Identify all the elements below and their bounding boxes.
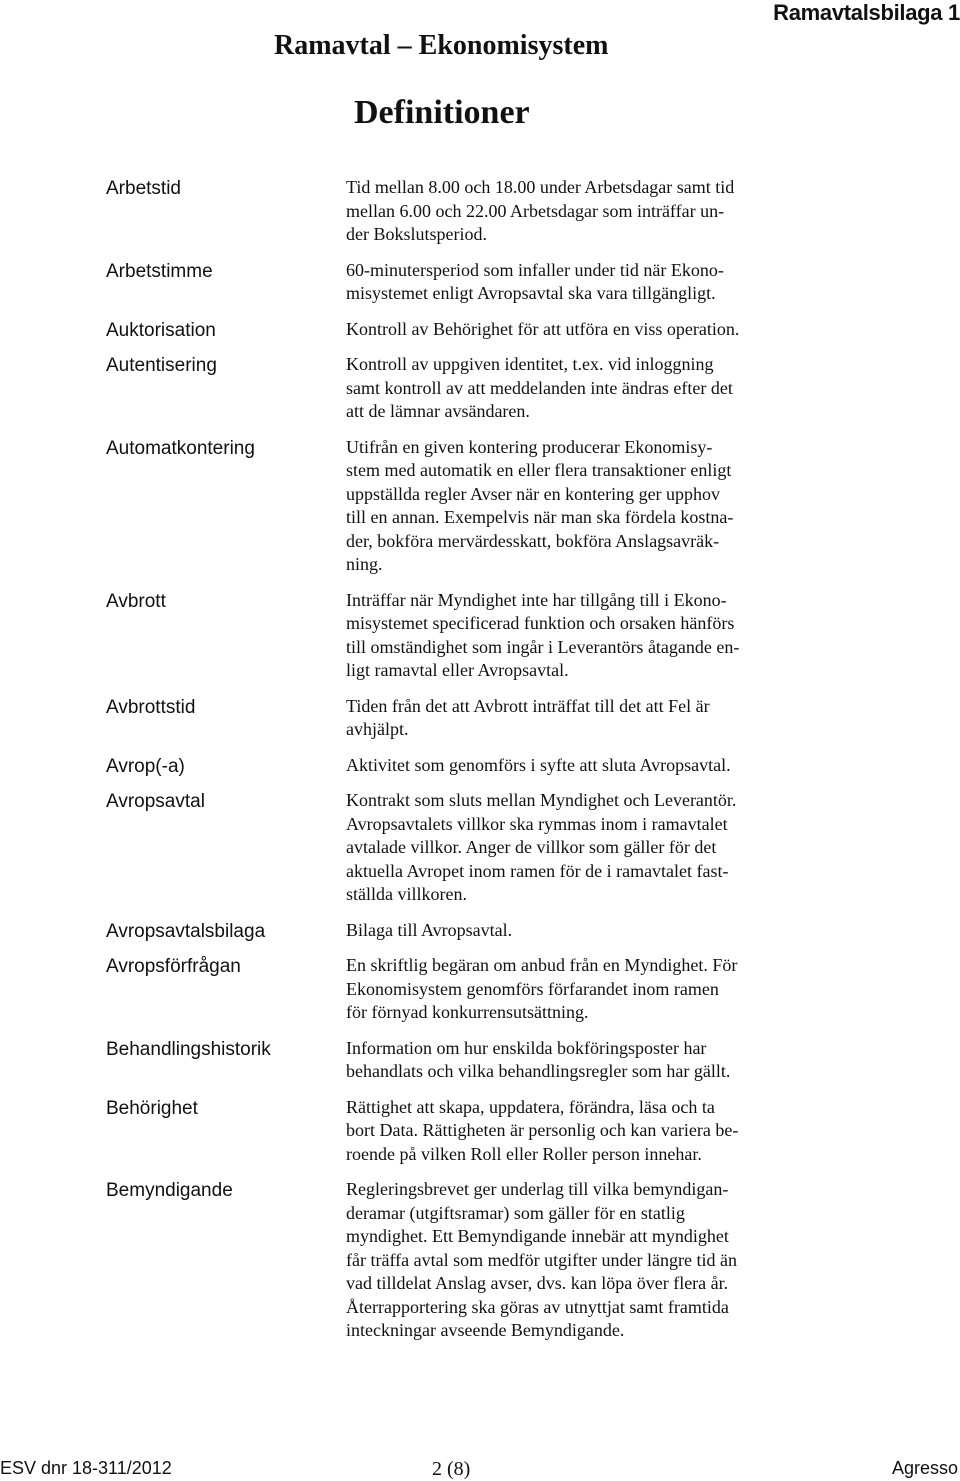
definition-text: Information om hur enskilda bokföringsposter har behandlats och vilka behandlingsregler som har gällt. — [346, 1037, 731, 1081]
definition-term: Avropsavtalsbilaga — [106, 920, 266, 942]
definition-text: Utifrån en given kontering producerar Ekonomisy- stem med automatik en eller flera transaktioner enligt uppställda regler Avser när en kontering ger upphov till en annan. Exempelvis när man ska fördela kostna- der, bokföra mervärdesskatt, bokföra Anslagsavräk- ning. — [346, 436, 734, 574]
definition-text: Kontrakt som sluts mellan Myndighet och Leverantör. Avropsavtalets villkor ska rymmas inom i ramavtalet avtalade villkor. Anger de villkor som gäller för det aktuella Avropet inom ramen för de i ramavtalet fast- ställda villkoren. — [346, 790, 737, 904]
definition-term: Automatkontering — [106, 437, 255, 459]
definition-row — [106, 1178, 926, 1343]
definition-text: 60-minutersperiod som infaller under tid när Ekono- misystemet enligt Avropsavtal ska vara tillgängligt. — [346, 259, 724, 303]
definition-term: Autentisering — [106, 355, 217, 376]
definition-text: Kontroll av Behörighet för att utföra en viss operation. — [346, 318, 740, 339]
definition-term: Avrop(-a) — [106, 755, 185, 777]
definition-row — [106, 1037, 926, 1084]
attachment-label: Ramavtalsbilaga 1 — [773, 0, 960, 25]
section-title: Definitioner — [354, 94, 530, 131]
definition-text: En skriftlig begäran om anbud från en Myndighet. För Ekonomisystem genomförs förfarandet inom ramen för förnyad konkurrensutsättning. — [346, 955, 738, 1022]
definition-row — [106, 176, 926, 247]
definitions-list — [106, 176, 926, 1355]
definition-row — [106, 259, 926, 306]
definition-term: Bemyndigande — [106, 1180, 233, 1201]
definition-row — [106, 436, 926, 577]
definition-term: Behandlingshistorik — [106, 1038, 271, 1060]
definition-term: Avropsavtal — [106, 791, 205, 812]
definition-text: Inträffar när Myndighet inte har tillgång till i Ekono- misystemet specificerad funktion och orsaken hänförs till omständighet som ingår i Leverantörs åtagande en- ligt ramavtal eller Avropsavtal. — [346, 589, 740, 680]
page-number: 2 (8) — [432, 1458, 471, 1480]
definition-text: Tid mellan 8.00 och 18.00 under Arbetsdagar samt tid mellan 6.00 och 22.00 Arbetsdagar som inträffar un- der Bokslutsperiod. — [346, 177, 735, 244]
definition-text: Aktivitet som genomförs i syfte att sluta Avropsavtal. — [346, 754, 731, 775]
definition-text: Regleringsbrevet ger underlag till vilka bemyndigan- deramar (utgiftsramar) som gäller för en statlig myndighet. Ett Bemyndigande innebär att myndighet får träffa avtal som medför utgifter under längre tid än vad tilldelat Anslag avser, dvs. kan löpa över flera år. Återrapportering ska göras av utnyttjat samt framtida inteckningar avseende Bemyndigande. — [346, 1179, 738, 1340]
definition-text: Rättighet att skapa, uppdatera, förändra, läsa och ta bort Data. Rättigheten är personlig och kan variera be- roende på vilken Roll eller Roller person innehar. — [346, 1096, 739, 1164]
definition-term: Avbrottstid — [106, 696, 196, 718]
definition-text: Tiden från det att Avbrott inträffat till det att Fel är avhjälpt. — [346, 695, 710, 739]
definition-text: Kontroll av uppgiven identitet, t.ex. vid inloggning samt kontroll av att meddelanden inte ändras efter det att de lämnar avsändaren. — [346, 354, 733, 421]
definition-term: Arbetstimme — [106, 260, 213, 282]
definition-row — [106, 695, 926, 742]
definition-row — [106, 754, 926, 778]
definition-term: Avbrott — [106, 590, 166, 612]
definition-row — [106, 353, 926, 424]
definition-row — [106, 1096, 926, 1167]
definition-row — [106, 954, 926, 1025]
definition-term: Arbetstid — [106, 178, 181, 199]
definition-row — [106, 919, 926, 943]
definition-term: Avropsförfrågan — [106, 956, 241, 977]
definition-row — [106, 589, 926, 683]
definition-term: Behörighet — [106, 1097, 198, 1119]
company-name: Agresso — [891, 1458, 958, 1478]
definition-text: Bilaga till Avropsavtal. — [346, 919, 513, 940]
document-reference: ESV dnr 18-311/2012 — [0, 1458, 172, 1478]
definition-row — [106, 318, 926, 342]
definition-row — [106, 789, 926, 907]
page-footer — [0, 1458, 960, 1480]
definition-term: Auktorisation — [106, 319, 216, 341]
document-title: Ramavtal – Ekonomisystem — [274, 30, 609, 61]
